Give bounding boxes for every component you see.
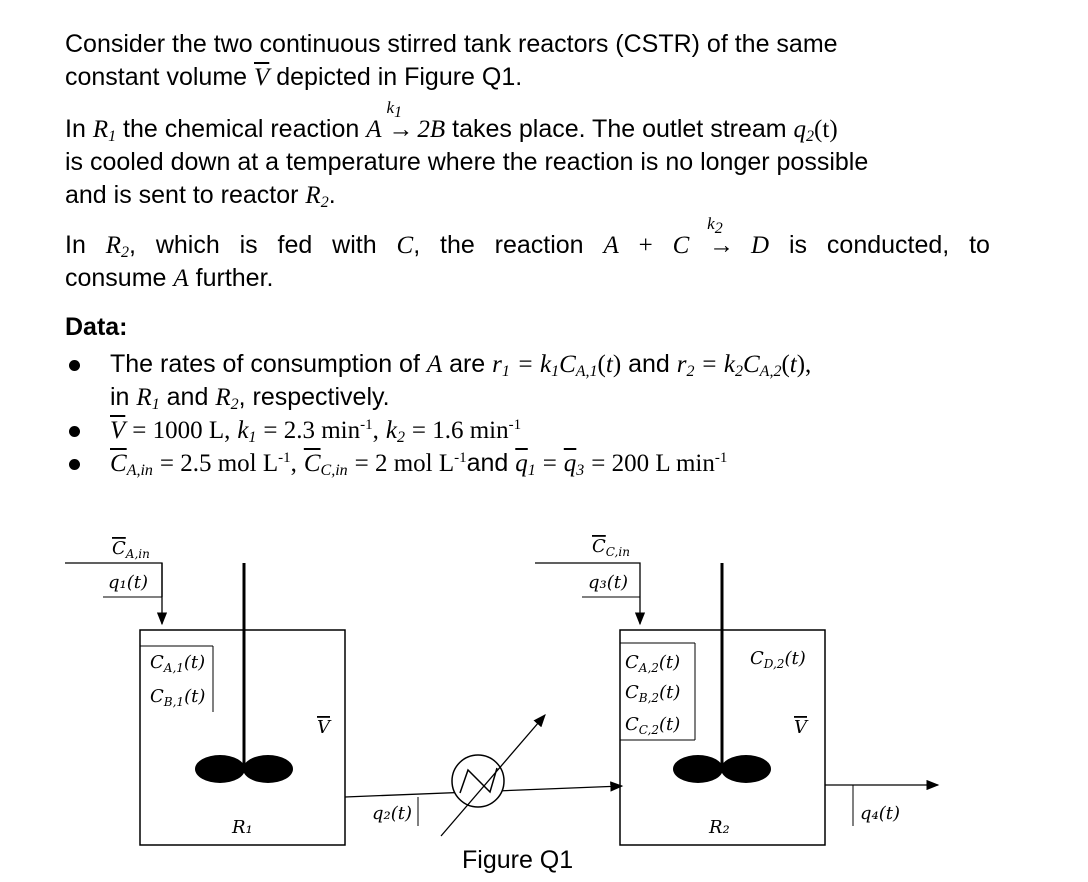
label-CB2: $C_{B,2}(t)$ bbox=[625, 682, 681, 705]
label-CC2: $C_{C,2}(t)$ bbox=[625, 714, 681, 737]
label-q1: q₁(t) bbox=[108, 572, 149, 593]
label-CA-in: $C_{A,in}$ bbox=[112, 538, 150, 561]
reaction-1-paragraph: In $R_1$ the chemical reaction A $k_1$ → 2B takes place. The outlet stream $q_2(t)$ is cooled down at a temperature where the reaction is no longer possible and is sent to reactor $R_2$. bbox=[65, 98, 869, 211]
label-q2: q₂(t) bbox=[372, 803, 413, 824]
data-item-concentrations: $\overline{C}_{A,in} = 2.5$ mol $L^{-1}$, $\overline{C}_{C,in} = 2$ mol $L^{-1}and$ $\overline{q}_1 = \overline{q}_3 = 200$ L $\min^{-1}$ bbox=[65, 447, 1005, 480]
data-list bbox=[65, 348, 1005, 480]
reactor-1-impeller-left bbox=[195, 755, 245, 783]
figure-q1-diagram bbox=[0, 520, 1088, 850]
label-CA2: $C_{A,2}(t)$ bbox=[625, 652, 681, 675]
reaction-2-paragraph: In $R_2$, which is fed with C, the reaction A + C $k_2$ → D is conducted, to consume A further. bbox=[65, 214, 990, 292]
reactor-2-impeller-left bbox=[673, 755, 723, 783]
data-item-volume-rates: $\overline{V} = 1000$ L, $k_1 = 2.3$ $\min^{-1}$, $k_2 = 1.6$ $\min^{-1}$ bbox=[65, 414, 1005, 447]
label-q3: q₃(t) bbox=[588, 572, 629, 593]
intro-paragraph: Consider the two continuous stirred tank reactors (CSTR) of the same constant volume $\overline{V}$ depicted in Figure Q1. bbox=[65, 30, 838, 91]
label-CB1: $C_{B,1}(t)$ bbox=[150, 686, 206, 709]
reaction-arrow-k2: $k_2$ → bbox=[707, 214, 735, 259]
reactor-1-impeller-right bbox=[243, 755, 293, 783]
label-q4: q₄(t) bbox=[860, 803, 901, 824]
data-item-rates: The rates of consumption of A are $r_1 = k_1C_{A,1}(t)$ and $r_2 = k_2C_{A,2}(t)$, in $R_1$ and $R_2$, respectively. bbox=[65, 348, 1005, 414]
label-V1: V bbox=[317, 717, 330, 738]
label-CC-in: $C_{C,in}$ bbox=[592, 536, 630, 559]
label-V2: V bbox=[794, 717, 807, 738]
data-heading: Data: bbox=[65, 313, 128, 341]
figure-caption: Figure Q1 bbox=[462, 846, 574, 874]
label-CD2: $C_{D,2}(t)$ bbox=[750, 648, 806, 671]
reaction-arrow-k1: $k_1$ → bbox=[386, 98, 414, 143]
label-R1: R₁ bbox=[232, 817, 253, 838]
intro-line-1: Consider the two continuous stirred tank reactors (CSTR) of the same bbox=[65, 30, 838, 58]
label-CA1: $C_{A,1}(t)$ bbox=[150, 652, 206, 675]
label-R2: R₂ bbox=[709, 817, 730, 838]
reactor-2-impeller-right bbox=[721, 755, 771, 783]
